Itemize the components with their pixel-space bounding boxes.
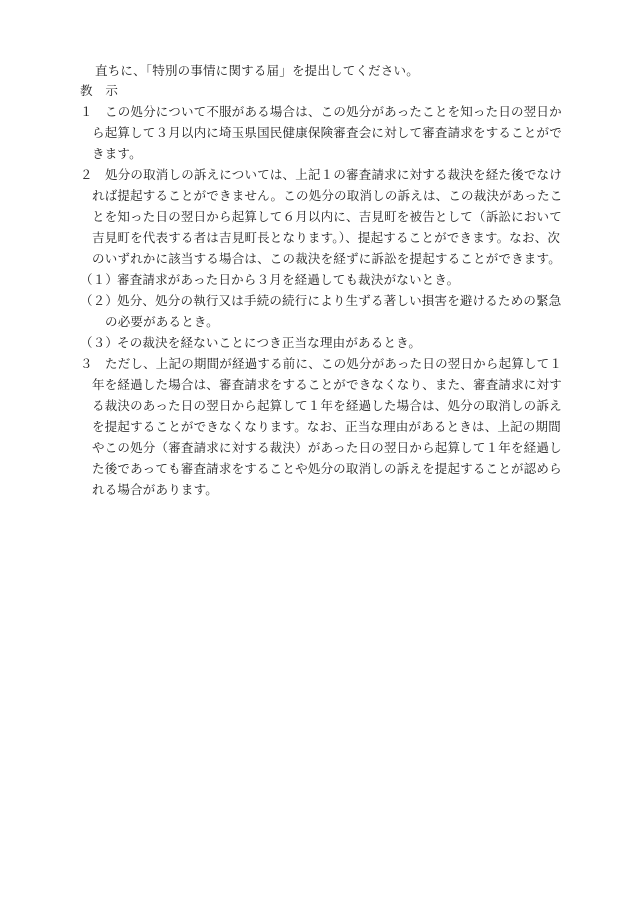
item-3-line-6: た後であっても審査請求をすることや処分の取消しの訴えを提起することが認めら (92, 461, 562, 476)
item-2-line-4: 吉見町を代表する者は吉見町長となります。）、提起することができます。なお、次 (92, 230, 561, 245)
sub-item-2-line-2: の必要があるとき。 (105, 314, 219, 329)
sub-item-3-line-1: その裁決を経ないことにつき正当な理由があるとき。 (117, 335, 422, 350)
item-2-line-1: 処分の取消しの訴えについては、上記１の審査請求に対する裁決を経た後でなけ (105, 167, 562, 182)
item-3-line-2: 年を経過した場合は、審査請求をすることができなくなり、また、審査請求に対す (92, 377, 562, 392)
sub-item-1-number: （１） (80, 272, 119, 287)
section-heading: 教 示 (80, 83, 119, 98)
sub-item-3-number: （３） (80, 335, 119, 350)
intro-line: 直ちに、「特別の事情に関する届」を提出してください。 (95, 63, 419, 78)
item-3-line-4: を提起することができなくなります。なお、正当な理由があるときは、上記の期間 (92, 419, 561, 434)
item-3-line-5: やこの処分（審査請求に対する裁決）があった日の翌日から起算して１年を経過し (92, 440, 562, 455)
item-3-number: ３ (80, 356, 93, 371)
sub-item-2-line-1: 処分、処分の執行又は手続の続行により生ずる著しい損害を避けるための緊急 (117, 293, 562, 308)
item-2-line-5: のいずれかに該当する場合は、この裁決を経ずに訴訟を提起することができます。 (92, 251, 561, 266)
item-2-line-2: れば提起することができません。この処分の取消しの訴えは、この裁決があったこ (92, 188, 563, 203)
item-1-line-3: きます。 (92, 146, 142, 161)
item-1-line-1: この処分について不服がある場合は、この処分があったことを知った日の翌日か (105, 104, 562, 119)
item-2-number: ２ (80, 167, 93, 182)
sub-item-2-number: （２） (80, 293, 119, 308)
item-2-line-3: とを知った日の翌日から起算して６月以内に、吉見町を被告として（訴訟において (92, 209, 562, 224)
item-3-line-7: れる場合があります。 (92, 482, 219, 497)
item-1-line-2: ら起算して３月以内に埼玉県国民健康保険審査会に対して審査請求をすることがで (92, 125, 562, 140)
item-1-number: １ (80, 104, 93, 119)
item-3-line-3: る裁決のあった日の翌日から起算して１年を経過した場合は、処分の取消しの訴え (92, 398, 562, 413)
item-3-line-1: ただし、上記の期間が経過する前に、この処分があった日の翌日から起算して１ (105, 356, 563, 371)
sub-item-1-line-1: 審査請求があった日から３月を経過しても裁決がないとき。 (117, 272, 460, 287)
